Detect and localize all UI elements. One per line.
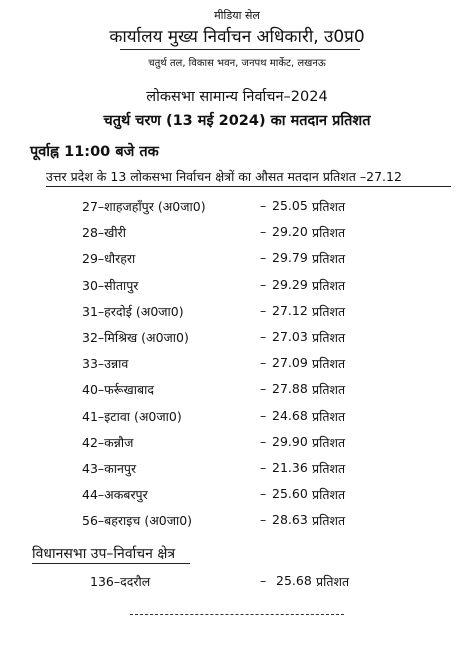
turnout-value: 29.90 <box>272 433 308 449</box>
dash: – <box>260 355 267 371</box>
constituency-name: 31–हरदोई (अ0जा0) <box>82 303 184 319</box>
dash: – <box>260 381 267 397</box>
percent-unit: प्रतिशत <box>312 461 346 476</box>
turnout-value: 27.12 <box>272 302 308 318</box>
average-turnout-line: उत्तर प्रदेश के 13 लोकसभा निर्वाचन क्षेत्रों का औसत मतदान प्रतिशत –27.12 <box>46 169 402 184</box>
constituency-name: 44–अकबरपुर <box>82 487 148 503</box>
list-item <box>0 573 474 593</box>
average-underline <box>46 186 451 187</box>
list-item <box>0 224 474 244</box>
percent-unit: प्रतिशत <box>312 251 346 267</box>
list-item <box>0 277 474 297</box>
dash: – <box>260 433 267 449</box>
list-item <box>0 329 474 349</box>
office-underline <box>120 49 360 50</box>
percent-unit: प्रतिशत <box>316 574 350 589</box>
turnout-value: 29.29 <box>272 276 308 292</box>
percent-unit: प्रतिशत <box>312 487 346 503</box>
office-address: चतुर्थ तल, विकास भवन, जनपथ मार्केट, लखनऊ <box>148 58 326 69</box>
percent-unit: प्रतिशत <box>312 513 346 529</box>
constituency-name: 30–सीतापुर <box>82 277 139 293</box>
list-item <box>0 198 474 218</box>
constituency-name: 28–खीरी <box>82 225 126 241</box>
turnout-value: 29.79 <box>272 250 308 266</box>
constituency-name: 136–ददरौल <box>90 574 151 589</box>
constituency-name: 41–इटावा (अ0जा0) <box>82 408 182 424</box>
list-item <box>0 381 474 401</box>
turnout-value: 25.60 <box>272 486 308 502</box>
list-item <box>0 434 474 454</box>
turnout-value: 27.88 <box>272 381 308 397</box>
list-item <box>0 486 474 506</box>
percent-unit: प्रतिशत <box>312 277 346 293</box>
percent-unit: प्रतिशत <box>312 199 346 214</box>
dash: – <box>260 302 267 318</box>
constituency-name: 56–बहराइच (अ0जा0) <box>82 513 193 529</box>
dash: – <box>260 486 267 502</box>
dash: – <box>260 224 267 240</box>
percent-unit: प्रतिशत <box>312 356 346 372</box>
constituency-name: 42–कन्नौज <box>82 434 134 450</box>
bypoll-underline <box>32 563 190 564</box>
percent-unit: प्रतिशत <box>312 330 346 345</box>
dash: – <box>260 198 267 213</box>
time-label: पूर्वाह्न 11:00 बजे तक <box>30 144 159 160</box>
constituency-name: 27–शाहजहाँपुर (अ0जा0) <box>82 199 206 214</box>
percent-unit: प्रतिशत <box>312 225 346 241</box>
dash: – <box>260 460 267 475</box>
dash: – <box>260 573 267 588</box>
list-item <box>0 303 474 323</box>
constituency-name: 33–उन्नाव <box>82 356 129 372</box>
percent-unit: प्रतिशत <box>312 303 346 319</box>
constituency-name: 32–मिश्रिख (अ0जा0) <box>82 330 189 345</box>
turnout-value: 24.68 <box>272 407 308 423</box>
dash: – <box>260 329 267 344</box>
dash: – <box>260 276 267 292</box>
office-title: कार्यालय मुख्य निर्वाचन अधिकारी, उ0प्र0 <box>109 27 365 47</box>
turnout-value: 25.05 <box>272 198 308 213</box>
percent-unit: प्रतिशत <box>312 434 346 450</box>
bottom-dashed-rule <box>130 614 344 615</box>
constituency-name: 40–फर्रूखाबाद <box>82 382 154 398</box>
percent-unit: प्रतिशत <box>312 382 346 398</box>
constituency-name: 29–धौरहरा <box>82 251 136 267</box>
turnout-value: 27.09 <box>272 355 308 371</box>
turnout-value: 21.36 <box>272 460 308 475</box>
turnout-value: 27.03 <box>272 329 308 344</box>
list-item <box>0 355 474 375</box>
constituency-name: 43–कानपुर <box>82 461 137 476</box>
turnout-value: 28.63 <box>272 512 308 528</box>
list-item <box>0 512 474 532</box>
dash: – <box>260 407 267 423</box>
list-item <box>0 250 474 270</box>
dash: – <box>260 250 267 266</box>
percent-unit: प्रतिशत <box>312 408 346 424</box>
turnout-value: 29.20 <box>272 224 308 240</box>
election-title: लोकसभा सामान्य निर्वाचन–2024 <box>146 89 328 105</box>
phase-title: चतुर्थ चरण (13 मई 2024) का मतदान प्रतिशत <box>103 113 371 129</box>
list-item <box>0 408 474 428</box>
dash: – <box>260 512 267 528</box>
turnout-value: 25.68 <box>276 573 312 588</box>
media-cell-label: मीडिया सेल <box>214 9 260 22</box>
bypoll-title: विधानसभा उप–निर्वाचन क्षेत्र <box>32 546 176 562</box>
list-item <box>0 460 474 480</box>
